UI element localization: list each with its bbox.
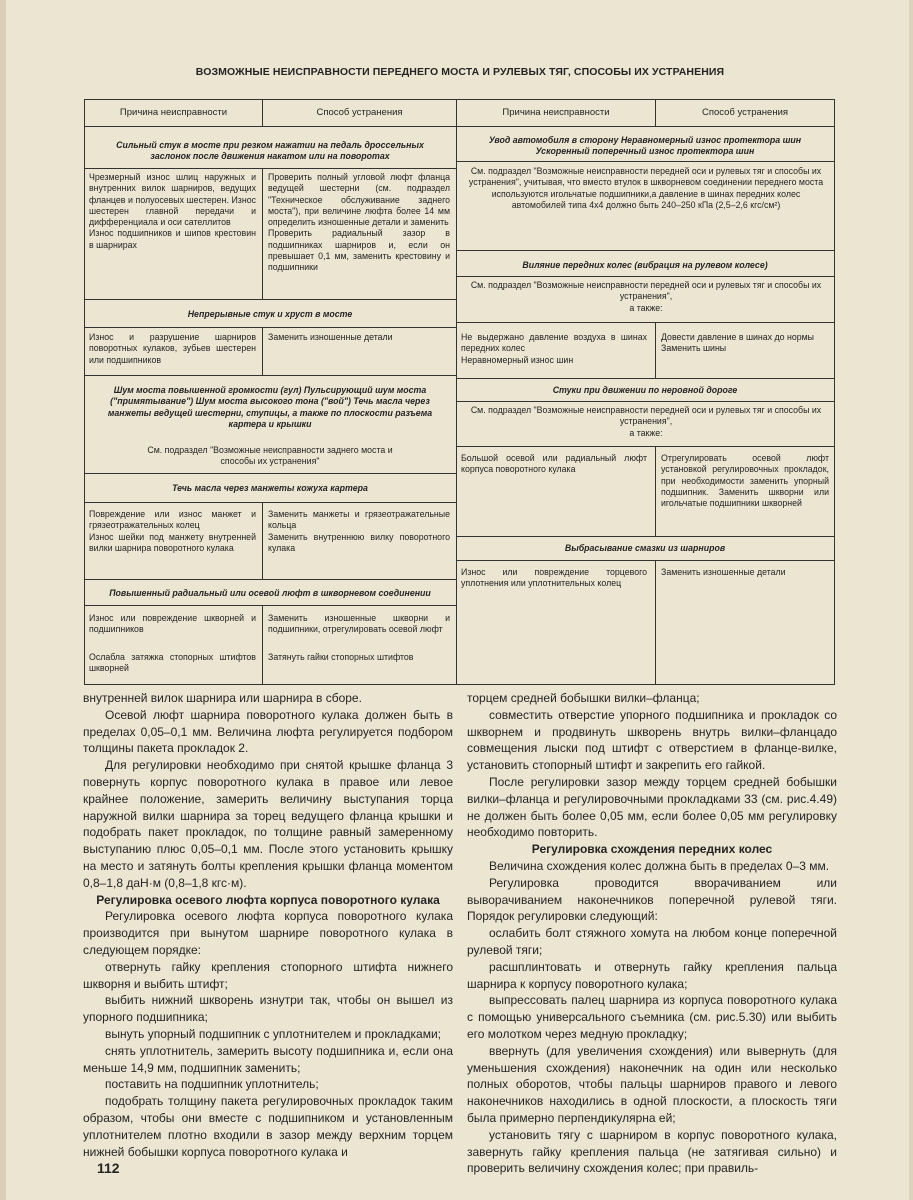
left-section-5-cause-2: Ослабла затяжка стопорных штифтов шкворней xyxy=(89,652,256,674)
body-paragraph: вынуть упорный подшипник с уплотнителем и прокладками; xyxy=(105,1026,442,1041)
left-s5-rule xyxy=(85,605,456,606)
body-paragraph: установить тягу с шарниром в корпус поворотного кулака, завернуть гайку крепления пальца (не затягивая сильно) и проверить величину схождения колес; при правиль- xyxy=(467,1127,837,1176)
right-section-3-cause: Большой осевой или радиальный люфт корпуса поворотного кулака xyxy=(461,453,647,475)
right-s3-divider xyxy=(655,446,656,536)
right-section-1-title: Увод автомобиля в сторону Неравномерный износ протектора шин Ускоренный поперечный износ протектора шин xyxy=(488,135,802,157)
right-section-2-cause: Не выдержано давление воздуха в шинах передних колес Неравномерный износ шин xyxy=(461,332,647,365)
right-s3-bottom xyxy=(456,536,834,537)
page-edge-left xyxy=(0,0,6,1200)
left-s4-divider xyxy=(262,502,263,579)
right-section-1-text: См. подраздел "Возможные неисправности передней оси и рулевых тяг и способы их устранения", учитывая, что вместо втулок в шкворневом соединении переднего моста используются игольчатые подшипники,а давление в шинах передних колес автомобилей типа 4х4 должно быть 240–250 кПа (2,5–2,6 кгс/см²) xyxy=(468,166,824,210)
left-section-3-reference: См. подраздел "Возможные неисправности заднего моста и способы их устранения" xyxy=(147,445,393,467)
left-s5-divider xyxy=(262,605,263,685)
right-section-2-reference: См. подраздел "Возможные неисправности передней оси и рулевых тяг и способы их устранения", xyxy=(470,280,822,302)
right-s2-rule-2 xyxy=(456,322,834,323)
left-s2-bottom xyxy=(85,375,456,376)
body-paragraph: Осевой люфт шарнира поворотного кулака должен быть в пределах 0,05–0,1 мм. Величина люфта регулируется подбором толщины пакета прокладок 2. xyxy=(83,707,453,756)
header-fix-left: Способ устранения xyxy=(316,107,403,118)
body-paragraph: расшплинтовать и отвернуть гайку крепления пальца шарнира к корпусу поворотного кулака; xyxy=(467,959,837,991)
body-paragraph: После регулировки зазор между торцем средней бобышки вилки–фланца и регулировочными прокладками 33 (см. рис.4.49) не должен быть более 0,05 мм, если более 0,05 мм регулировку необходимо повторить. xyxy=(467,774,837,840)
body-column-left xyxy=(83,690,453,1160)
table-divider-center xyxy=(456,100,457,684)
right-s3-rule xyxy=(456,401,834,402)
body-paragraph: Величина схождения колес должна быть в пределах 0–3 мм. xyxy=(489,858,830,873)
left-section-5-title: Повышенный радиальный или осевой люфт в шкворневом соединении xyxy=(109,588,431,598)
right-s2-divider xyxy=(655,322,656,378)
left-s1-bottom xyxy=(85,299,456,300)
right-section-2-title: Виляние передних колес (вибрация на рулевом колесе) xyxy=(522,260,768,270)
left-s3-bottom xyxy=(85,473,456,474)
header-cause-right: Причина неисправности xyxy=(502,107,610,118)
page-title: ВОЗМОЖНЫЕ НЕИСПРАВНОСТИ ПЕРЕДНЕГО МОСТА И РУЛЕВЫХ ТЯГ, СПОСОБЫ ИХ УСТРАНЕНИЯ xyxy=(195,66,725,78)
body-paragraph: снять уплотнитель, замерить высоту подшипника и, если она меньше 14,9 мм, подшипник заменить; xyxy=(83,1043,453,1075)
right-s2-rule xyxy=(456,276,834,277)
body-paragraph: внутренней вилок шарнира или шарнира в сборе. xyxy=(83,691,362,705)
body-paragraph: поставить на подшипник уплотнитель; xyxy=(105,1077,319,1092)
left-section-4-fix: Заменить манжеты и грязеотражательные кольца Заменить внутреннюю вилку поворотного кулака xyxy=(268,509,450,553)
body-paragraph: совместить отверстие упорного подшипника и прокладок со шкворнем и продвинуть шкворень внутрь вилки–фланцадо совмещения лыски под штифт с отверстием в фланце-вилке, установить стопорный штифт и закрепить его гайкой. xyxy=(467,707,837,773)
left-section-2-fix: Заменить изношенные детали xyxy=(268,332,393,342)
right-section-4-cause: Износ или повреждение торцевого уплотнения или уплотнительных колец xyxy=(461,567,647,589)
section-heading: Регулировка схождения передних колес xyxy=(531,842,773,857)
page-edge-right xyxy=(909,0,913,1200)
left-section-4-title: Течь масла через манжеты кожуха картера xyxy=(172,483,368,493)
left-section-2-title: Непрерывные стук и хруст в мосте xyxy=(187,309,353,319)
left-s2-divider xyxy=(262,327,263,375)
left-section-1-fix: Проверить полный угловой люфт фланца ведущей шестерни (см. подраздел "Техническое обслуживание заднего моста"), при величине люфта более 14 мм определить изношенные детали и заменить Проверить радиальный зазор в подшипниках шарниров и, если он превышает 0,1 мм, заменить крестовину и подшипники xyxy=(268,172,450,273)
left-section-4-cause: Повреждение или износ манжет и грязеотражательных колец Износ шейки под манжету внутренней вилки шарнира поворотного кулака xyxy=(89,509,256,553)
right-section-4-title: Выбрасывание смазки из шарниров xyxy=(564,543,726,553)
page-number: 112 xyxy=(97,1160,120,1176)
left-section-5-cause-1: Износ или повреждение шкворней и подшипников xyxy=(89,613,256,635)
body-paragraph: выпрессовать палец шарнира из корпуса поворотного кулака с помощью универсального съемника (см. рис.5.30) или выбить его молотком через медную прокладку; xyxy=(467,993,837,1041)
body-paragraph: ослабить болт стяжного хомута на любом конце поперечной рулевой тяги; xyxy=(467,926,837,957)
right-s4-rule xyxy=(456,560,834,561)
body-paragraph: отвернуть гайку крепления стопорного штифта нижнего шкворня и выбить штифт; xyxy=(83,959,453,991)
body-paragraph: подобрать толщину пакета регулировочных прокладок таким образом, чтобы они вместе с подшипником и установленным уплотнителем плотно входили в зазор между верхним торцем нижней бобышки корпуса поворотного кулака и xyxy=(83,1094,453,1159)
right-s4-divider xyxy=(655,560,656,685)
left-s4-rule xyxy=(85,502,456,503)
left-s1-divider xyxy=(262,168,263,299)
body-column-right xyxy=(467,690,837,1177)
troubleshooting-table xyxy=(84,99,835,685)
right-section-2-also: а также: xyxy=(629,303,663,313)
left-section-3-title: Шум моста повышенной громкости (гул) Пульсирующий шум моста ("примятывание") Шум моста высокого тона ("вой") Течь масла через манжеты ведущей шестерни, ступицы, а также по плоскости разъема картера и крышки xyxy=(107,385,433,429)
left-section-5-fix-2: Затянуть гайки стопорных штифтов xyxy=(268,652,414,662)
right-section-3-title: Стуки при движении по неровной дороге xyxy=(552,385,738,395)
right-s1-rule xyxy=(456,161,834,162)
table-header-bottom xyxy=(85,126,834,127)
body-paragraph: ввернуть (для увеличения схождения) или вывернуть (для уменьшения схождения) наконечник на один или несколько полных оборотов, чтобы пальцы шарниров правого и левого наконечников находились в одной плоскости, а плоскость тяги была примерно перпендикулярна ей; xyxy=(467,1043,837,1125)
right-s2-bottom xyxy=(456,378,834,379)
left-section-2-cause: Износ и разрушение шарниров поворотных кулаков, зубьев шестерен или подшипников xyxy=(89,332,256,365)
right-section-4-fix: Заменить изношенные детали xyxy=(661,567,786,577)
left-section-1-title: Сильный стук в мосте при резком нажатии на педаль дроссельных заслонок после движения накатом или на поворотах xyxy=(116,140,424,162)
body-paragraph: Для регулировки необходимо при снятой крышке фланца 3 повернуть корпус поворотного кулака в правое или левое крайнее положение, замерить величину выступания торца наружной вилки шарнира за торец ведущего фланца крышки и подобрать пакет прокладок, по толщине равный замеренному выступанию плюс 0,05–0,1 мм. После этого установить крышку на место и затянуть болты крепления крышки фланца моментом 0,8–1,8 даН·м (0,8–1,8 кгс·м). xyxy=(83,758,453,890)
left-section-1-cause: Чрезмерный износ шлиц наружных и внутренних вилок шарниров, ведущих фланцев и полуосевых шестерен. Износ шестерен главной передачи и дифференциала и оси сателлитов Износ подшипников и шипов крестовин в шарнирах xyxy=(89,172,256,250)
right-s3-rule-2 xyxy=(456,446,834,447)
section-heading: Регулировка осевого люфта корпуса поворотного кулака xyxy=(96,892,440,907)
body-paragraph: Регулировка проводится вворачиванием или выворачиванием наконечников поперечной рулевой тяги. Порядок регулировки следующий: xyxy=(467,875,837,924)
right-section-3-also: а также: xyxy=(629,428,663,438)
body-paragraph: Регулировка осевого люфта корпуса поворотного кулака производится при вынутом шарнире поворотного кулака в следующем порядке: xyxy=(83,909,453,957)
right-s1-bottom xyxy=(456,250,834,251)
header-fix-right: Способ устранения xyxy=(701,107,789,118)
left-s1-rule xyxy=(85,168,456,169)
right-section-2-fix: Довести давление в шинах до нормы Заменить шины xyxy=(661,332,814,354)
body-paragraph: выбить нижний шкворень изнутри так, чтобы он вышел из упорного подшипника; xyxy=(83,993,453,1025)
left-section-5-fix-1: Заменить изношенные шкворни и подшипники, отрегулировать осевой люфт xyxy=(268,613,450,635)
body-paragraph: торцем средней бобышки вилки–фланца; xyxy=(467,691,700,705)
header-cause-left: Причина неисправности xyxy=(119,107,228,118)
left-s4-bottom xyxy=(85,579,456,580)
left-s2-rule xyxy=(85,327,456,328)
right-section-3-reference: См. подраздел "Возможные неисправности передней оси и рулевых тяг и способы их устранения", xyxy=(470,405,822,427)
right-section-3-fix: Отрегулировать осевой люфт установкой регулировочных прокладок, при необходимости заменить упорный подшипник. Заменить шкворни или игольчатые подшипники шкворней xyxy=(661,453,829,509)
